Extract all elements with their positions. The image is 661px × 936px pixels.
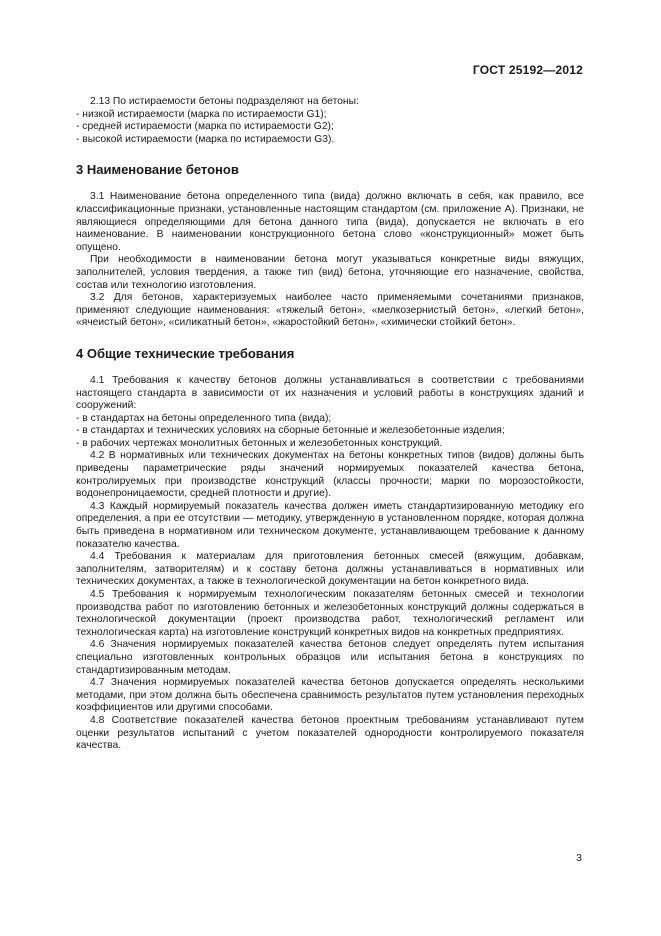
paragraph-4-1: 4.1 Требования к качеству бетонов должны устанавливаться в соответствии с требованиями настоящего стандарта в зависимости от их назначения и условий работы в конструкциях зданий и сооружений: bbox=[76, 374, 584, 412]
list-item: - средней истираемости (марка по истираемости G2); bbox=[76, 121, 334, 133]
paragraph-4-4: 4.4 Требования к материалам для приготовления бетонных смесей (вяжущим, добавкам, заполнителям, затворителям) и к составу бетона должны устанавливаться в нормативных или технических документах, а также в технологической документации на бетон конкретного вида. bbox=[76, 551, 584, 588]
section-3-heading: 3 Наименование бетонов bbox=[76, 162, 239, 178]
page-number: 3 bbox=[576, 852, 582, 864]
paragraph-4-7: 4.7 Значения нормируемых показателей качества бетонов допускается определять несколькими методами, при этом должна быть обеспечена сравнимость результатов путем установления переходных коэффициентов или другими способами. bbox=[76, 677, 584, 714]
paragraph-3-2: 3.2 Для бетонов, характеризуемых наиболее часто применяемыми сочетаниями признаков, применяют следующие наименования: «тяжелый бетон», «мелкозернистый бетон», «легкий бетон», «ячеистый бетон», «силикатный бетон», «жаростойкий бетон», «химически стойкий бетон». bbox=[76, 292, 584, 329]
list-item: - в рабочих чертежах монолитных бетонных и железобетонных конструкций. bbox=[76, 437, 443, 449]
paragraph-4-3: 4.3 Каждый нормируемый показатель качества должен иметь стандартизированную методику его определения, а при ее отсутствии — методику, утвержденную в установленном порядке, которая должна быть приведена в нормативном или техническом документе, устанавливающем требование к данному показателю качества. bbox=[76, 500, 584, 550]
list-item: - в стандартах на бетоны определенного типа (вида); bbox=[76, 412, 332, 424]
paragraph-4-5: 4.5 Требования к нормируемым технологическим показателям бетонных смесей и технологии производства работ по изготовлению бетонных и железобетонных конструкций должны содержаться в технологической документации (проект производства работ, технологический регламент или технологическая карта) на изготовление конструкций конкретных видов на конкретных предприятиях. bbox=[76, 589, 584, 638]
paragraph-3-1-continued: При необходимости в наименовании бетона могут указываться конкретные виды вяжущих, заполнителей, условия твердения, а также тип (вид) бетона, уточняющие его назначение, свойства, состав или технологию изготовления. bbox=[76, 254, 584, 291]
paragraph-4-6: 4.6 Значения нормируемых показателей качества бетонов следует определять путем испытания специально изготовленных контрольных образцов или испытания бетона в конструкциях по стандартизированным методам. bbox=[76, 639, 584, 676]
page-content bbox=[76, 96, 584, 753]
paragraph-3-1: 3.1 Наименование бетона определенного типа (вида) должно включать в себя, как правило, все классификационные признаки, установленные настоящим стандартом (см. приложение А). Признаки, не являющиеся определяющими для бетона данного типа (вида), допускается не включать в его наименование. В наименовании конструкционного бетона слово «конструкционный» может быть опущено. bbox=[76, 191, 584, 253]
list-item: - низкой истираемости (марка по истираемости G1); bbox=[76, 108, 327, 120]
paragraph-2-13: 2.13 По истираемости бетоны подразделяют на бетоны: bbox=[90, 96, 359, 107]
paragraph-4-2: 4.2 В нормативных или технических документах на бетоны конкретных типов (видов) должны быть приведены параметрические ряды значений нормируемых показателей качества бетона, контролируемых при производстве конструкций (классы прочности; марки по морозостойкости, водонепроницаемости, средней плотности и другие). bbox=[76, 450, 584, 500]
document-code: ГОСТ 25192—2012 bbox=[472, 63, 583, 77]
list-item: - в стандартах и технических условиях на сборные бетонные и железобетонные изделия; bbox=[76, 425, 505, 437]
list-item: - высокой истираемости (марка по истираемости G3). bbox=[76, 133, 335, 145]
section-4-heading: 4 Общие технические требования bbox=[76, 345, 295, 361]
paragraph-4-8: 4.8 Соответствие показателей качества бетонов проектным требованиям устанавливают путем оценки результатов испытаний с учетом показателей однородности контролируемого показателя качества. bbox=[76, 714, 584, 752]
